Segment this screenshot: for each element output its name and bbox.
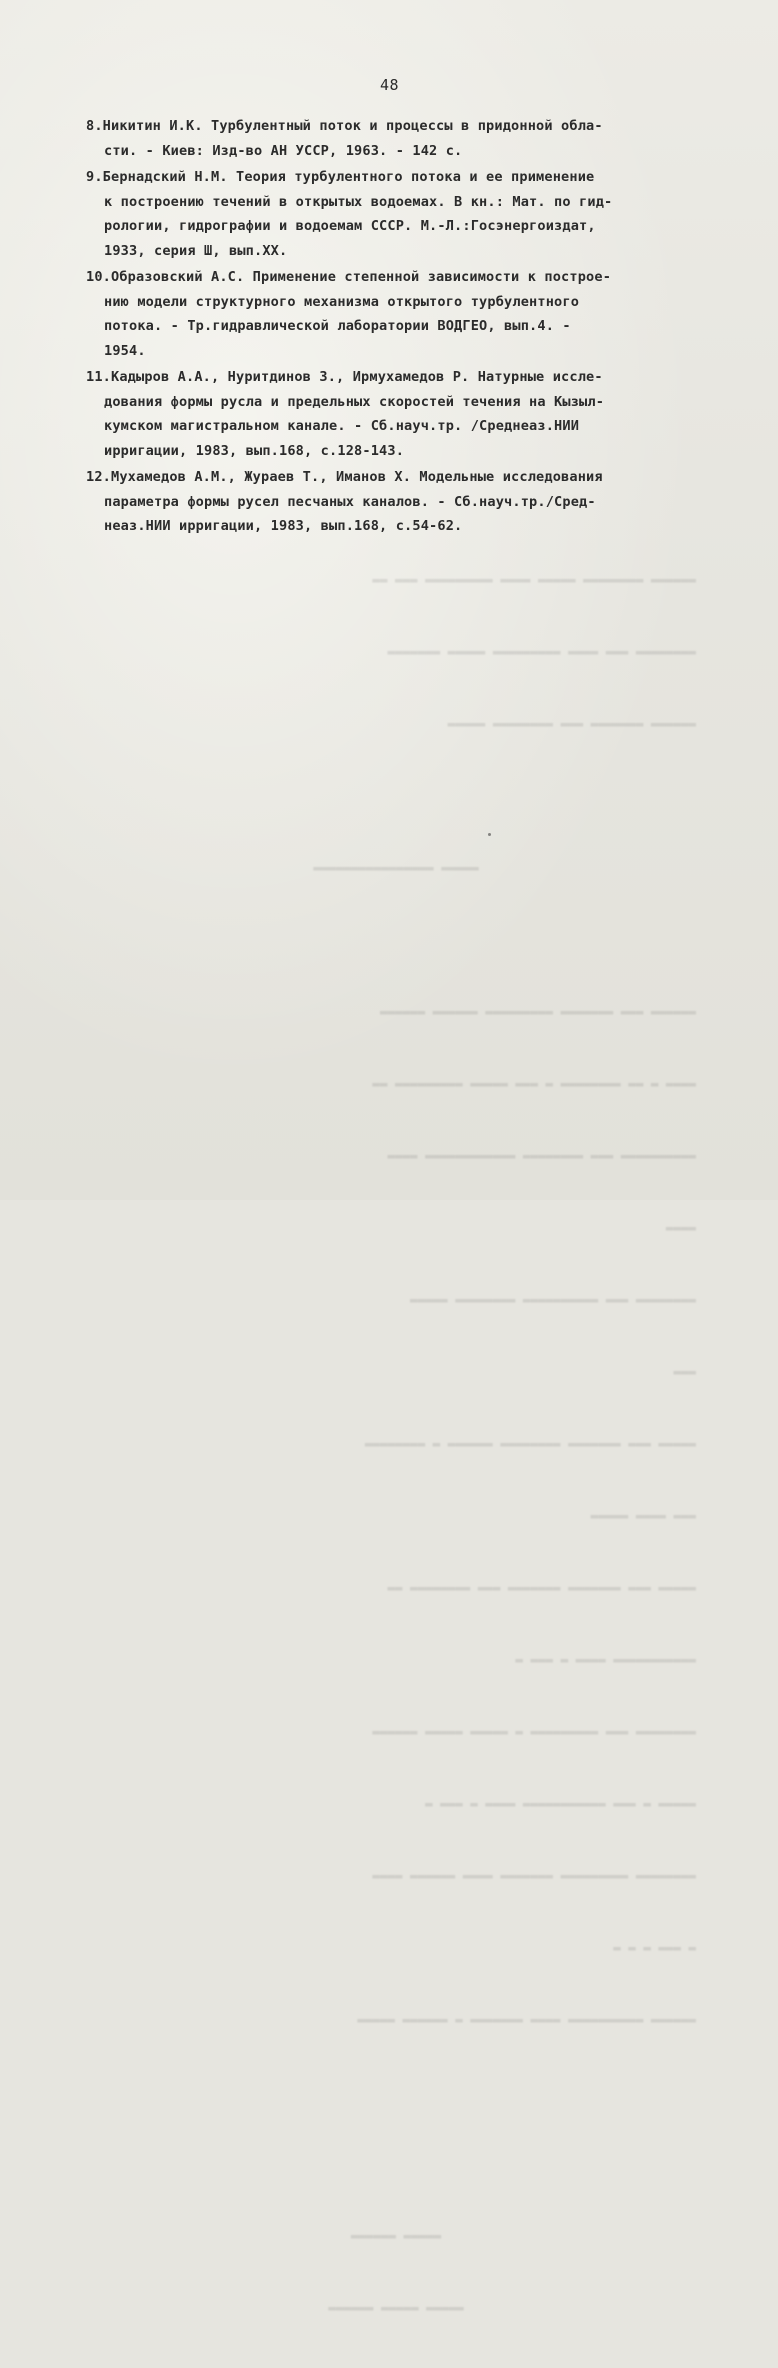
reference-line: 1933, серия Ш, вып.ХХ. [104,242,288,259]
reference-line: 11.Кадыров А.А., Нуритдинов З., Ирмухамедов Р. Натурные иссле- [86,369,603,385]
reference-line: параметра формы русел песчаных каналов. - Сб.науч.тр./Сред- [104,493,596,510]
reference-line: 8.Никитин И.К. Турбулентный поток и процессы в придонной обла- [86,118,603,134]
page-number: 48 [380,76,400,94]
reference-line: сти. - Киев: Изд-во АН УССР, 1963. - 142 с. [104,142,463,159]
reference-line: неаз.НИИ ирригации, 1983, вып.168, с.54-62. [104,518,463,534]
reference-item [86,165,706,263]
reference-line: нию модели структурного механизма открытого турбулентного [104,293,580,310]
reference-line: 9.Бернадский Н.М. Теория турбулентного потока и ее применение [86,169,595,185]
bleed-through-texture: ▬▬▬▬▬▬ ▬▬▬▬▬▬▬▬ ▬▬▬▬▬ ▬▬▬▬ ▬▬▬▬▬▬▬▬▬ ▬▬▬ ▬▬ ▬▬▬▬▬▬▬▬ ▬▬▬ ▬▬▬▬ ▬▬▬▬▬▬▬▬▬ ▬▬▬▬▬ ▬▬▬▬▬▬▬ ▬▬▬▬▬▬ ▬▬▬▬▬▬▬ ▬▬▬ ▬▬▬▬▬▬▬▬ ▬▬▬▬▬ ▬▬▬▬▬ ▬▬▬▬▬▬▬▬▬▬▬▬▬▬▬▬ ▬▬▬▬▬▬ ▬▬▬ ▬▬▬▬▬▬▬ ▬▬▬▬▬▬▬▬▬ ▬▬▬▬▬▬ ▬▬▬▬▬▬ ▬▬▬▬ ▬ ▬▬ ▬▬▬▬▬▬▬▬ ▬ ▬▬▬ ▬▬▬▬▬ ▬▬▬▬▬▬▬▬▬ ▬▬ ▬▬▬▬▬▬▬▬▬▬ ▬▬▬ ▬▬▬▬▬▬▬▬ ▬▬▬▬▬▬▬▬▬▬▬▬ ▬▬▬▬ ▬▬▬▬ ▬▬▬▬▬▬▬▬ ▬▬▬ ▬▬▬▬▬▬▬▬▬▬ ▬▬▬▬▬▬▬▬ ▬▬▬▬▬ ▬▬▬ ▬▬▬▬▬ ▬▬▬ ▬▬▬▬▬▬▬ ▬▬▬▬▬▬▬▬ ▬▬▬▬▬▬ ▬ ▬▬▬▬▬▬▬▬ ▬▬▬ ▬▬▬▬ ▬▬▬▬▬ ▬▬▬▬▬ ▬▬▬ ▬▬▬▬▬▬▬ ▬▬▬▬▬▬▬ ▬▬▬ ▬▬▬▬▬▬▬▬ ▬▬ ▬▬▬▬▬▬▬▬▬▬▬ ▬▬▬▬ ▬ ▬▬▬ ▬ ▬▬▬▬▬▬▬▬ ▬▬▬ ▬▬▬▬▬▬▬▬▬ ▬ ▬▬▬▬▬ ▬▬▬▬▬ ▬▬▬▬▬▬ ▬▬▬▬▬ ▬ ▬▬▬ ▬▬▬▬▬▬▬▬▬▬▬ ▬▬▬▬ ▬ ▬▬▬ ▬ ▬▬▬▬▬▬▬▬ ▬▬▬▬▬▬▬▬▬ ▬▬▬▬▬▬▬ ▬▬▬▬ ▬▬▬▬▬▬ ▬▬▬▬ ▬ ▬▬▬ ▬ ▬ ▬ ▬▬▬▬▬▬ ▬▬▬▬▬▬▬▬▬▬ ▬▬▬▬ ▬▬▬▬▬▬▬ ▬ ▬▬▬▬▬▬ ▬▬▬▬▬ ▬▬▬▬▬ ▬▬▬▬▬▬ ▬▬▬▬▬ ▬▬▬▬▬ ▬▬▬▬▬▬ [313,572,696,2315]
reference-line: потока. - Тр.гидравлической лаборатории ВОДГЕО, вып.4. - [104,318,571,334]
reference-item [86,365,706,463]
reference-line: к построению течений в открытых водоемах. В кн.: Мат. по гид- [104,193,613,210]
reference-line: ирригации, 1983, вып.168, с.128-143. [104,442,405,459]
reference-line: 10.Образовский А.С. Применение степенной зависимости к построе- [86,269,612,285]
reference-list [86,114,706,541]
reference-line: дования формы русла и предельных скоростей течения на Кызыл- [104,393,605,410]
reference-line: 12.Мухамедов А.М., Жураев Т., Иманов Х. Модельные исследования [86,469,603,485]
reference-line: 1954. [104,342,146,359]
reference-item [86,114,706,163]
reference-line: рологии, гидрографии и водоемам СССР. М.-Л.:Госэнергоиздат, [104,218,596,234]
ink-speck [488,833,491,836]
reference-line: кумском магистральном канале. - Сб.науч.тр. /Среднеаз.НИИ [104,418,580,434]
reference-item [86,265,706,363]
